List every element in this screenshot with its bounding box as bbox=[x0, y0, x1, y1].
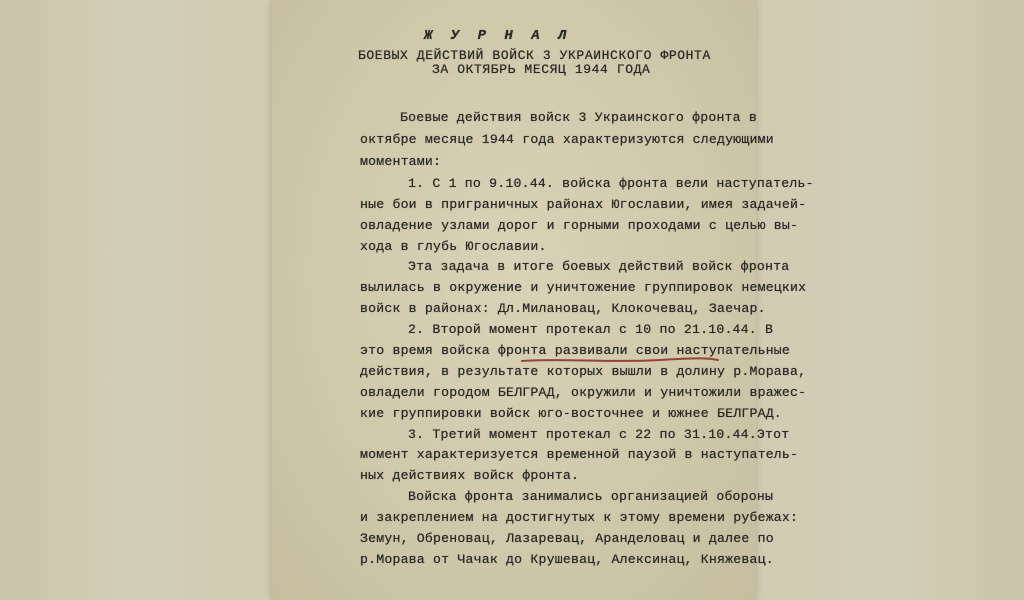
text-line: 2. Второй момент протекал с 10 по 21.10.44. В bbox=[408, 322, 774, 337]
text-line: р.Морава от Чачак до Крушевац, Алексинац, Княжевац. bbox=[360, 552, 774, 567]
text-line: действия, в результате которых вышли в долину р.Морава, bbox=[360, 364, 807, 379]
text-line: овладение узлами дорог и горными проходами с целью вы- bbox=[360, 218, 799, 233]
text-line: кие группировки войск юго-восточнее и южнее БЕЛГРАД. bbox=[360, 406, 782, 421]
text-line: моментами: bbox=[360, 154, 442, 169]
document-subtitle-line-1: БОЕВЫХ ДЕЙСТВИЙ ВОЙСК 3 УКРАИНСКОГО ФРОНТА bbox=[358, 48, 711, 63]
document-subtitle-line-2: ЗА ОКТЯБРЬ МЕСЯЦ 1944 ГОДА bbox=[432, 62, 651, 77]
text-line: Земун, Обреновац, Лазаревац, Аранделовац и далее по bbox=[360, 531, 774, 546]
document-page bbox=[272, 0, 814, 600]
text-line: и закреплением на достигнутых к этому времени рубежах: bbox=[360, 510, 799, 525]
text-line: ных действиях войск фронта. bbox=[360, 468, 580, 483]
text-line: хода в глубь Югославии. bbox=[360, 239, 547, 254]
text-line: октябре месяце 1944 года характеризуются следующими bbox=[360, 132, 774, 147]
document-title: Ж У Р Н А Л bbox=[424, 28, 572, 44]
text-line: овладели городом БЕЛГРАД, окружили и уничтожили вражес- bbox=[360, 385, 807, 400]
text-line: Войска фронта занимались организацией обороны bbox=[408, 489, 774, 504]
text-line: 3. Третий момент протекал с 22 по 31.10.44.Этот bbox=[408, 427, 790, 442]
text-line: ные бои в приграничных районах Югославии, имея задачей- bbox=[360, 197, 807, 212]
text-line: 1. С 1 по 9.10.44. войска фронта вели наступатель- bbox=[408, 176, 814, 191]
text-line: это время войска фронта развивали свои наступательные bbox=[360, 343, 791, 358]
text-line: Боевые действия войск 3 Украинского фронта в bbox=[400, 110, 758, 125]
text-line: войск в районах: Дл.Милановац, Клокочевац, Заечар. bbox=[360, 301, 766, 316]
text-line: момент характеризуется временной паузой в наступатель- bbox=[360, 447, 799, 462]
red-underline-mark bbox=[520, 356, 720, 364]
text-line: Эта задача в итоге боевых действий войск фронта bbox=[408, 259, 790, 274]
text-line: вылилась в окружение и уничтожение группировок немецких bbox=[360, 280, 807, 295]
